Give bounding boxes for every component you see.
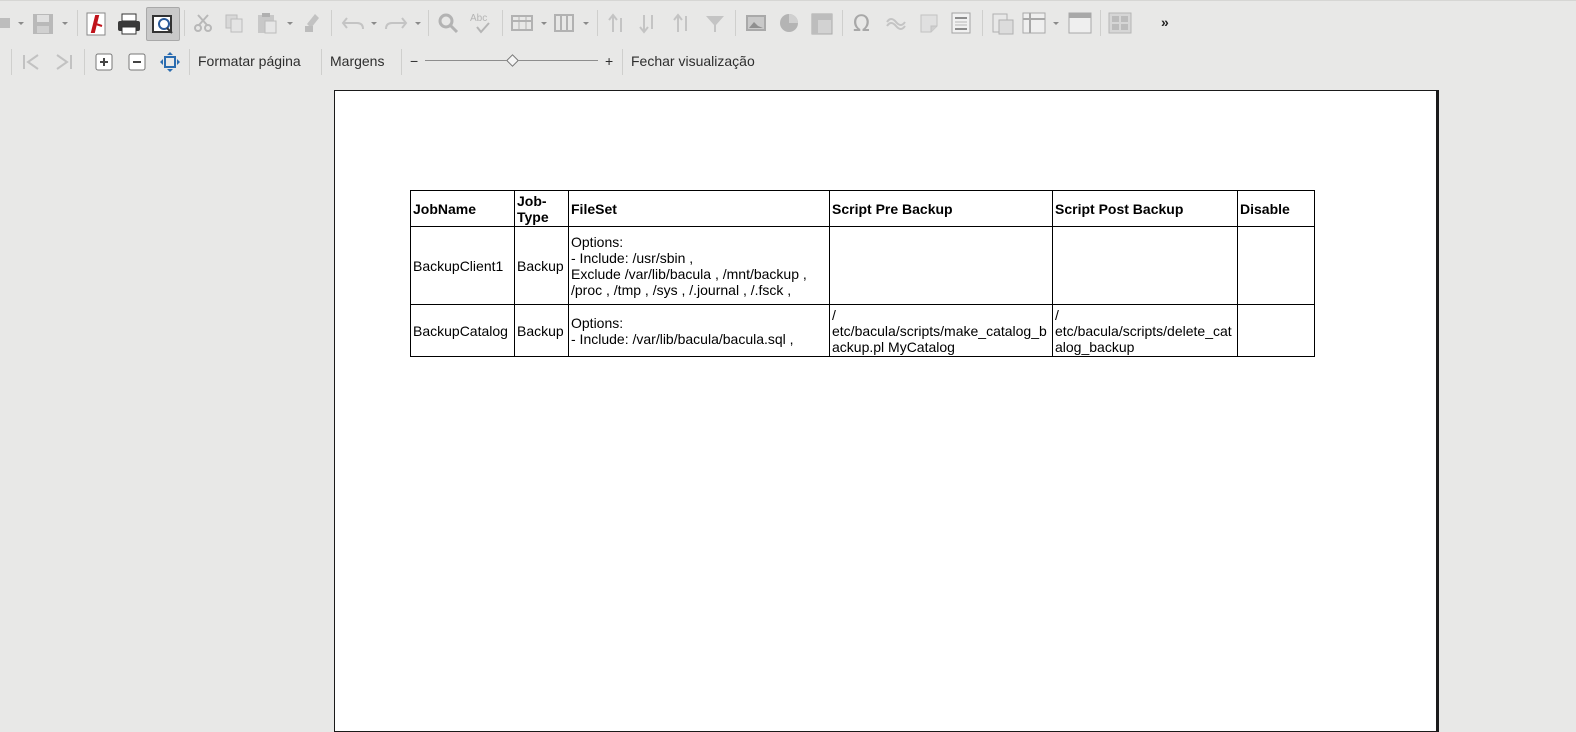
find-replace-icon[interactable] xyxy=(437,12,459,34)
redo-icon[interactable] xyxy=(384,14,408,32)
cell-jobtype: Backup xyxy=(515,227,569,305)
copy-icon[interactable] xyxy=(224,13,244,33)
table-columns-icon[interactable] xyxy=(554,14,574,32)
separator xyxy=(1100,10,1101,36)
table-header-row xyxy=(411,191,1315,227)
save-dropdown-icon[interactable] xyxy=(62,22,68,25)
cell-disable xyxy=(1238,227,1315,305)
zoom-out-icon[interactable] xyxy=(127,52,147,72)
zoom-out-button[interactable]: − xyxy=(410,53,419,69)
define-print-area-icon[interactable] xyxy=(991,12,1015,36)
clone-formatting-icon[interactable] xyxy=(303,12,323,34)
special-character-icon[interactable] xyxy=(851,12,875,34)
insert-table-icon[interactable] xyxy=(511,15,533,31)
separator xyxy=(982,10,983,36)
separator xyxy=(428,10,429,36)
open-icon[interactable] xyxy=(0,12,14,34)
split-window-icon[interactable] xyxy=(1068,12,1092,34)
separator xyxy=(622,49,623,75)
separator xyxy=(331,10,332,36)
separator xyxy=(597,10,598,36)
cell-fileset: Options: - Include: /usr/sbin , Exclude /var/lib/bacula , /mnt/backup , /proc , /tmp , /sys , /.journal , /.fsck , xyxy=(569,227,830,305)
insert-image-icon[interactable] xyxy=(745,13,767,33)
paste-dropdown-icon[interactable] xyxy=(287,22,293,25)
show-draw-functions-icon[interactable] xyxy=(1108,12,1132,34)
svg-text:Ω: Ω xyxy=(853,12,870,34)
save-icon[interactable] xyxy=(32,13,54,35)
print-icon[interactable] xyxy=(117,13,141,35)
separator xyxy=(77,10,78,36)
table-columns-dropdown-icon[interactable] xyxy=(583,22,589,25)
toolbar-overflow-button[interactable]: » xyxy=(1161,14,1169,30)
hyperlink-icon[interactable] xyxy=(885,14,907,32)
separator xyxy=(735,10,736,36)
print-preview-button[interactable] xyxy=(146,7,180,41)
zoom-slider[interactable] xyxy=(425,60,598,61)
autofilter-icon[interactable] xyxy=(704,13,726,33)
separator xyxy=(184,10,185,36)
header-script-post-backup: Script Post Backup xyxy=(1053,191,1238,227)
last-page-icon[interactable] xyxy=(52,52,74,72)
backup-jobs-table xyxy=(410,190,1315,357)
redo-dropdown-icon[interactable] xyxy=(415,22,421,25)
sort-ascending-icon[interactable] xyxy=(607,12,629,34)
zoom-in-button[interactable]: + xyxy=(605,53,614,69)
cell-fileset: Options: - Include: /var/lib/bacula/bacula.sql , xyxy=(569,305,830,357)
separator xyxy=(321,49,322,75)
cell-jobname: BackupCatalog xyxy=(411,305,515,357)
cell-script-pre-backup: / etc/bacula/scripts/make_catalog_b ackup.pl MyCatalog xyxy=(830,305,1053,357)
pivot-table-icon[interactable] xyxy=(810,12,834,36)
cell-disable xyxy=(1238,305,1315,357)
cell-script-pre-backup xyxy=(830,227,1053,305)
cell-jobname: BackupClient1 xyxy=(411,227,515,305)
header-footer-icon[interactable] xyxy=(950,12,972,34)
table-row xyxy=(411,227,1315,305)
insert-table-dropdown-icon[interactable] xyxy=(541,22,547,25)
cell-script-post-backup xyxy=(1053,227,1238,305)
header-script-pre-backup: Script Pre Backup xyxy=(830,191,1053,227)
undo-dropdown-icon[interactable] xyxy=(371,22,377,25)
zoom-in-icon[interactable] xyxy=(94,52,114,72)
header-disable: Disable xyxy=(1238,191,1315,227)
separator xyxy=(189,49,190,75)
freeze-panes-icon[interactable] xyxy=(1022,12,1046,34)
separator xyxy=(84,49,85,75)
header-jobname: JobName xyxy=(411,191,515,227)
sort-icon[interactable] xyxy=(672,12,694,34)
separator xyxy=(502,10,503,36)
freeze-panes-dropdown-icon[interactable] xyxy=(1053,22,1059,25)
margins-button[interactable]: Margens xyxy=(330,53,385,69)
table-row xyxy=(411,305,1315,357)
separator xyxy=(842,10,843,36)
separator xyxy=(11,49,12,75)
export-pdf-icon[interactable] xyxy=(86,12,106,36)
comment-icon[interactable] xyxy=(918,13,940,33)
header-fileset: FileSet xyxy=(569,191,830,227)
sort-descending-icon[interactable] xyxy=(638,12,660,34)
header-jobtype: Job- Type xyxy=(515,191,569,227)
paste-icon[interactable] xyxy=(256,12,278,34)
insert-chart-icon[interactable] xyxy=(778,12,800,34)
page-preview xyxy=(334,90,1437,732)
cut-icon[interactable] xyxy=(193,13,213,33)
spelling-icon[interactable] xyxy=(469,11,495,35)
svg-text:Abc: Abc xyxy=(470,13,488,24)
cell-jobtype: Backup xyxy=(515,305,569,357)
close-preview-button[interactable]: Fechar visualização xyxy=(631,53,755,69)
print-preview-icon xyxy=(151,12,175,36)
separator xyxy=(401,49,402,75)
undo-icon[interactable] xyxy=(341,14,365,32)
full-screen-icon[interactable] xyxy=(159,51,181,73)
open-dropdown-icon[interactable] xyxy=(18,22,24,25)
cell-script-post-backup: / etc/bacula/scripts/delete_cat alog_backup xyxy=(1053,305,1238,357)
main-toolbar xyxy=(0,0,1576,45)
format-page-button[interactable]: Formatar página xyxy=(198,53,301,69)
first-page-icon[interactable] xyxy=(21,52,43,72)
